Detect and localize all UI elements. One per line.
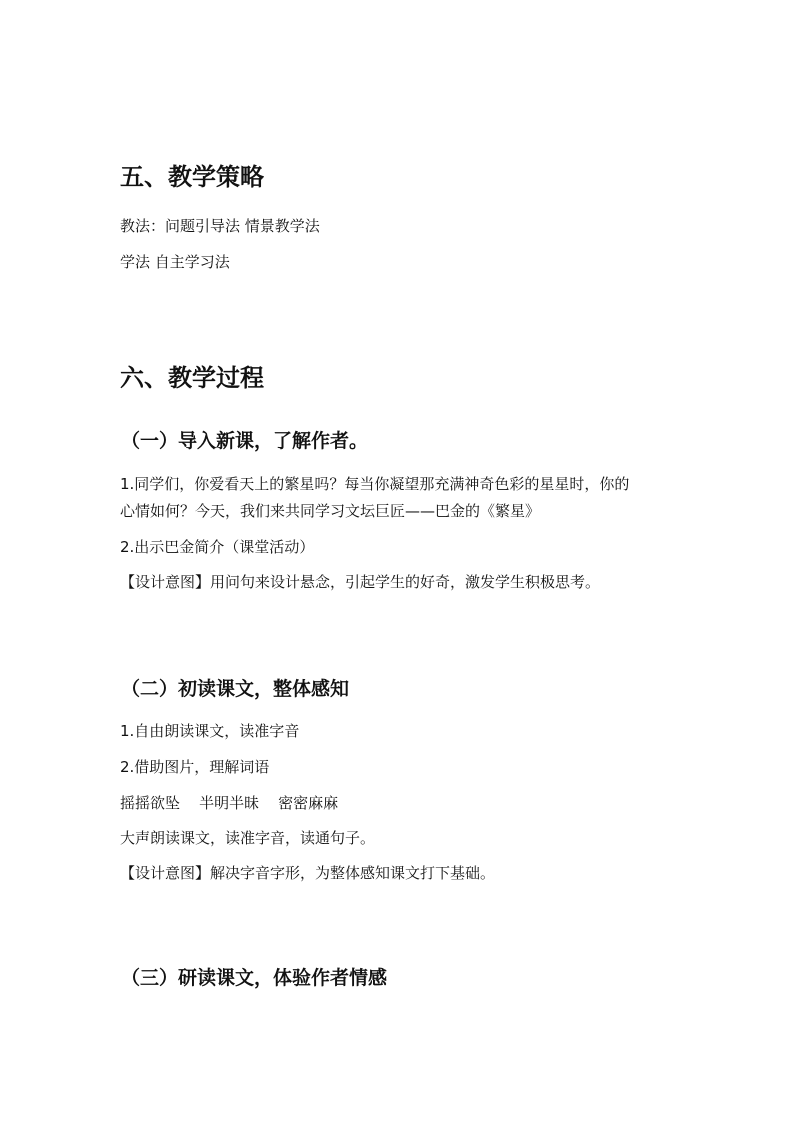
paragraph-line: 2.出示巴金简介（课堂活动） bbox=[120, 538, 315, 556]
design-intent-text: 【设计意图】用问句来设计悬念，引起学生的好奇，激发学生积极思考。 bbox=[120, 573, 601, 591]
paragraph-line: 1.自由朗读课文，读准字音 bbox=[120, 722, 300, 740]
paragraph-line: 2.借助图片，理解词语 bbox=[120, 758, 270, 776]
paragraph-line: 1.同学们，你爱看天上的繁星吗？每当你凝望那充满神奇色彩的星星时，你的 bbox=[120, 475, 630, 493]
teaching-methods-text: 教法：问题引导法 情景教学法 bbox=[120, 217, 320, 235]
vocabulary-words: 摇摇欲坠 半明半昧 密密麻麻 bbox=[120, 794, 339, 812]
subheading-introduction: （一）导入新课，了解作者。 bbox=[121, 430, 369, 452]
paragraph-line: 大声朗读课文，读准字音，读通句子。 bbox=[120, 829, 376, 847]
learning-methods-text: 学法 自主学习法 bbox=[120, 253, 230, 271]
section-heading-process: 六、教学过程 bbox=[120, 364, 264, 392]
design-intent-text: 【设计意图】解决字音字形，为整体感知课文打下基础。 bbox=[120, 864, 496, 882]
subheading-first-reading: （二）初读课文，整体感知 bbox=[121, 678, 350, 700]
subheading-study-reading: （三）研读课文，体验作者情感 bbox=[121, 967, 388, 989]
paragraph-line: 心情如何？今天，我们来共同学习文坛巨匠——巴金的《繁星》 bbox=[120, 502, 541, 520]
section-heading-strategy: 五、教学策略 bbox=[120, 163, 264, 191]
